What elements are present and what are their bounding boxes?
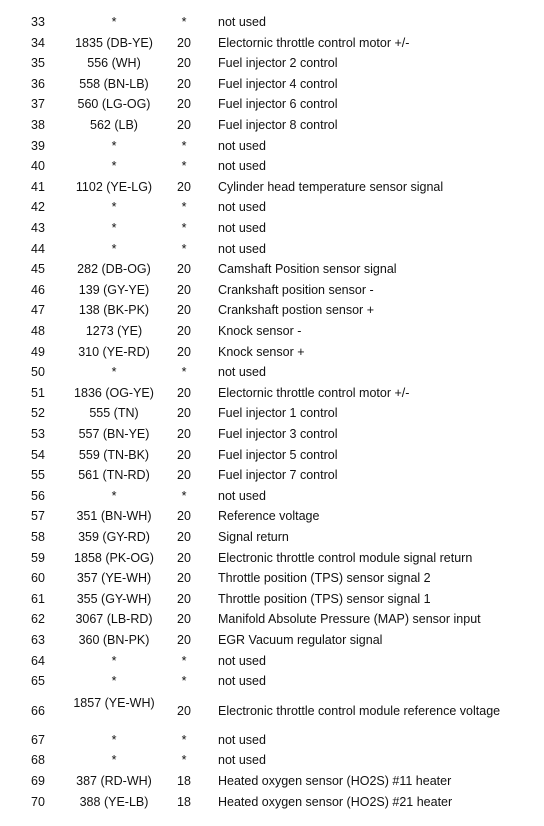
pin-description: Knock sensor + bbox=[218, 344, 305, 359]
table-row bbox=[0, 280, 544, 301]
table-row bbox=[0, 548, 544, 569]
wire-gauge: * bbox=[181, 241, 187, 256]
wire-gauge: * bbox=[181, 221, 187, 235]
table-row bbox=[0, 362, 544, 383]
table-row bbox=[0, 115, 544, 136]
pin-description: Manifold Absolute Pressure (MAP) sensor input bbox=[218, 612, 481, 627]
wire-gauge: 20 bbox=[177, 56, 191, 71]
wire-gauge: 20 bbox=[177, 703, 191, 718]
wire-gauge: 20 bbox=[177, 406, 191, 421]
pin-description: Fuel injector 6 control bbox=[218, 97, 338, 112]
table-row bbox=[0, 792, 544, 813]
circuit-id: * bbox=[111, 15, 117, 29]
pin-description: Heated oxygen sensor (HO2S) #21 heater bbox=[218, 794, 453, 809]
circuit-id: 561 (TN-RD) bbox=[78, 468, 150, 483]
wire-gauge: 18 bbox=[177, 794, 191, 809]
pin-number: 69 bbox=[31, 774, 45, 788]
circuit-id: * bbox=[111, 653, 117, 668]
wire-gauge: 20 bbox=[177, 550, 191, 565]
table-row bbox=[0, 609, 544, 630]
pin-number: 60 bbox=[31, 571, 45, 586]
table-row bbox=[0, 156, 544, 177]
pin-description: Heated oxygen sensor (HO2S) #11 heater bbox=[218, 774, 452, 788]
circuit-id: 388 (YE-LB) bbox=[79, 794, 149, 809]
pin-number: 48 bbox=[31, 324, 45, 338]
wire-gauge: 20 bbox=[177, 35, 191, 50]
pin-number: 35 bbox=[31, 56, 45, 71]
table-row bbox=[0, 671, 544, 692]
pin-description: Fuel injector 7 control bbox=[218, 468, 338, 483]
pin-number: 56 bbox=[31, 488, 45, 503]
circuit-id: 357 (YE-WH) bbox=[76, 571, 152, 586]
pin-description: not used bbox=[218, 653, 266, 668]
pin-number: 62 bbox=[31, 612, 45, 627]
pin-description: not used bbox=[218, 674, 266, 689]
pin-description: Fuel injector 1 control bbox=[218, 406, 338, 421]
pin-number: 45 bbox=[31, 262, 45, 277]
pin-description: not used bbox=[218, 221, 266, 235]
wire-gauge: 20 bbox=[177, 633, 191, 647]
table-row bbox=[0, 589, 544, 610]
table-row bbox=[0, 259, 544, 280]
table-row bbox=[0, 750, 544, 771]
circuit-id: 1273 (YE) bbox=[85, 324, 143, 338]
wire-gauge: * bbox=[181, 15, 187, 29]
wire-gauge: 20 bbox=[177, 97, 191, 112]
circuit-id: 1102 (YE-LG) bbox=[75, 179, 153, 194]
circuit-id: 557 (BN-YE) bbox=[78, 427, 150, 441]
pin-description: EGR Vacuum regulator signal bbox=[218, 633, 383, 647]
table-row bbox=[0, 527, 544, 548]
pin-description: Fuel injector 8 control bbox=[218, 118, 338, 132]
circuit-id: * bbox=[111, 732, 117, 747]
table-row bbox=[0, 445, 544, 466]
wire-gauge: 20 bbox=[177, 509, 191, 524]
pin-number: 37 bbox=[31, 97, 45, 112]
circuit-id: * bbox=[111, 200, 117, 215]
pin-description: not used bbox=[218, 241, 266, 256]
wire-gauge: * bbox=[181, 159, 187, 174]
pin-number: 66 bbox=[31, 703, 45, 718]
pin-description: Fuel injector 4 control bbox=[218, 76, 338, 91]
wire-gauge: 20 bbox=[177, 76, 191, 91]
wire-gauge: 20 bbox=[177, 571, 191, 586]
pin-number: 41 bbox=[31, 179, 45, 194]
circuit-id: 360 (BN-PK) bbox=[78, 633, 150, 647]
wire-gauge: * bbox=[181, 674, 187, 689]
wire-gauge: 20 bbox=[177, 530, 191, 544]
pin-number: 34 bbox=[31, 35, 45, 50]
pin-number: 50 bbox=[31, 365, 45, 380]
pin-number: 49 bbox=[31, 344, 45, 359]
pin-description: Reference voltage bbox=[218, 509, 320, 524]
table-row bbox=[0, 177, 544, 198]
wire-gauge: 20 bbox=[177, 118, 191, 132]
wire-gauge: * bbox=[181, 753, 187, 768]
table-row bbox=[0, 33, 544, 54]
table-row bbox=[0, 218, 544, 239]
pin-number: 44 bbox=[31, 241, 45, 256]
circuit-id: * bbox=[111, 241, 117, 256]
circuit-id: 387 (RD-WH) bbox=[76, 774, 152, 788]
pin-description: Crankshaft postion sensor + bbox=[218, 303, 374, 318]
circuit-id: * bbox=[111, 159, 117, 174]
pin-description: Throttle position (TPS) sensor signal 2 bbox=[218, 571, 431, 586]
wire-gauge: * bbox=[181, 653, 187, 668]
circuit-id: 558 (BN-LB) bbox=[79, 76, 149, 91]
wire-gauge: 20 bbox=[177, 612, 191, 627]
pin-description: Fuel injector 3 control bbox=[218, 427, 338, 441]
circuit-id: * bbox=[111, 221, 117, 235]
wire-gauge: 20 bbox=[177, 303, 191, 318]
pin-number: 67 bbox=[31, 732, 45, 747]
pin-description: not used bbox=[218, 753, 266, 768]
circuit-id: 351 (BN-WH) bbox=[76, 509, 152, 524]
table-row bbox=[0, 771, 544, 792]
pin-description: not used bbox=[218, 200, 266, 215]
table-row bbox=[0, 692, 544, 730]
pin-number: 64 bbox=[31, 653, 45, 668]
pin-description: Electornic throttle control motor +/- bbox=[218, 35, 410, 50]
pin-description: Cylinder head temperature sensor signal bbox=[218, 179, 444, 194]
circuit-id: 3067 (LB-RD) bbox=[75, 612, 153, 627]
table-row bbox=[0, 506, 544, 527]
wire-gauge: * bbox=[181, 365, 187, 380]
wire-gauge: 20 bbox=[177, 262, 191, 277]
table-row bbox=[0, 12, 544, 33]
pin-number: 70 bbox=[31, 794, 45, 809]
circuit-id: 562 (LB) bbox=[90, 118, 138, 132]
pin-number: 68 bbox=[31, 753, 45, 768]
pin-description: Electronic throttle control module reference voltage bbox=[218, 703, 501, 718]
circuit-id: 1858 (PK-OG) bbox=[74, 550, 154, 565]
pin-number: 58 bbox=[31, 530, 45, 544]
wire-gauge: 20 bbox=[177, 591, 191, 606]
circuit-id: 282 (DB-OG) bbox=[77, 262, 151, 277]
pin-description: Crankshaft position sensor - bbox=[218, 282, 374, 297]
circuit-id: 355 (GY-WH) bbox=[76, 591, 152, 606]
circuit-id: 1835 (DB-YE) bbox=[75, 35, 153, 50]
table-row bbox=[0, 342, 544, 363]
circuit-id: 138 (BK-PK) bbox=[78, 303, 150, 318]
pin-description: not used bbox=[218, 15, 266, 29]
wire-gauge: 20 bbox=[177, 385, 191, 400]
pin-description: not used bbox=[218, 365, 266, 380]
pin-description: Electronic throttle control module signal return bbox=[218, 550, 473, 565]
table-row bbox=[0, 403, 544, 424]
pin-number: 57 bbox=[31, 509, 45, 524]
wire-gauge: 20 bbox=[177, 179, 191, 194]
circuit-id: 556 (WH) bbox=[87, 56, 141, 71]
circuit-id: 1857 (YE-WH) bbox=[73, 695, 155, 710]
pin-number: 52 bbox=[31, 406, 45, 421]
pin-number: 65 bbox=[31, 674, 45, 689]
table-row bbox=[0, 568, 544, 589]
pin-description: not used bbox=[218, 159, 266, 174]
pin-number: 46 bbox=[31, 282, 45, 297]
circuit-id: 555 (TN) bbox=[89, 406, 139, 421]
table-row bbox=[0, 486, 544, 507]
circuit-id: * bbox=[111, 138, 117, 153]
pin-number: 33 bbox=[31, 15, 45, 29]
wire-gauge: 20 bbox=[177, 324, 191, 338]
pin-number: 36 bbox=[31, 76, 45, 91]
circuit-id: * bbox=[111, 674, 117, 689]
pin-number: 42 bbox=[31, 200, 45, 215]
wire-gauge: * bbox=[181, 732, 187, 747]
pin-description: Electornic throttle control motor +/- bbox=[218, 385, 410, 400]
circuit-id: 560 (LG-OG) bbox=[77, 97, 151, 112]
pin-number: 38 bbox=[31, 118, 45, 132]
pin-description: Fuel injector 5 control bbox=[218, 447, 338, 462]
circuit-id: * bbox=[111, 753, 117, 768]
table-row bbox=[0, 94, 544, 115]
wire-gauge: * bbox=[181, 488, 187, 503]
pin-description: Knock sensor - bbox=[218, 324, 302, 338]
table-row bbox=[0, 321, 544, 342]
wire-gauge: 18 bbox=[177, 774, 191, 788]
pin-description: not used bbox=[218, 488, 266, 503]
circuit-id: 559 (TN-BK) bbox=[78, 447, 150, 462]
pin-number: 54 bbox=[31, 447, 45, 462]
table-row bbox=[0, 136, 544, 157]
pin-number: 63 bbox=[31, 633, 45, 647]
circuit-id: * bbox=[111, 488, 117, 503]
table-row bbox=[0, 630, 544, 651]
pin-description: not used bbox=[218, 138, 266, 153]
table-row bbox=[0, 239, 544, 260]
pin-number: 59 bbox=[31, 550, 45, 565]
table-row bbox=[0, 730, 544, 751]
table-row bbox=[0, 424, 544, 445]
circuit-id: 1836 (OG-YE) bbox=[74, 385, 154, 400]
pin-number: 53 bbox=[31, 427, 45, 441]
table-row bbox=[0, 53, 544, 74]
pin-number: 51 bbox=[31, 385, 45, 400]
pin-description: not used bbox=[218, 732, 266, 747]
circuit-id: * bbox=[111, 365, 117, 380]
wire-gauge: 20 bbox=[177, 447, 191, 462]
wire-gauge: * bbox=[181, 200, 187, 215]
pin-number: 39 bbox=[31, 138, 45, 153]
pin-number: 61 bbox=[31, 591, 45, 606]
table-row bbox=[0, 651, 544, 672]
table-row bbox=[0, 383, 544, 404]
wire-gauge: 20 bbox=[177, 344, 191, 359]
table-row bbox=[0, 74, 544, 95]
pin-description: Throttle position (TPS) sensor signal 1 bbox=[218, 591, 431, 606]
wire-gauge: * bbox=[181, 138, 187, 153]
circuit-id: 359 (GY-RD) bbox=[78, 530, 150, 544]
pin-number: 47 bbox=[31, 303, 45, 318]
pin-description: Signal return bbox=[218, 530, 289, 544]
circuit-id: 139 (GY-YE) bbox=[78, 282, 150, 297]
wire-gauge: 20 bbox=[177, 468, 191, 483]
circuit-id: 310 (YE-RD) bbox=[78, 344, 150, 359]
wire-gauge: 20 bbox=[177, 427, 191, 441]
pin-description: Camshaft Position sensor signal bbox=[218, 262, 397, 277]
pin-number: 55 bbox=[31, 468, 45, 483]
pin-number: 43 bbox=[31, 221, 45, 235]
wire-gauge: 20 bbox=[177, 282, 191, 297]
pin-number: 40 bbox=[31, 159, 45, 174]
table-row bbox=[0, 300, 544, 321]
pin-description: Fuel injector 2 control bbox=[218, 56, 338, 71]
table-row bbox=[0, 465, 544, 486]
table-row bbox=[0, 197, 544, 218]
